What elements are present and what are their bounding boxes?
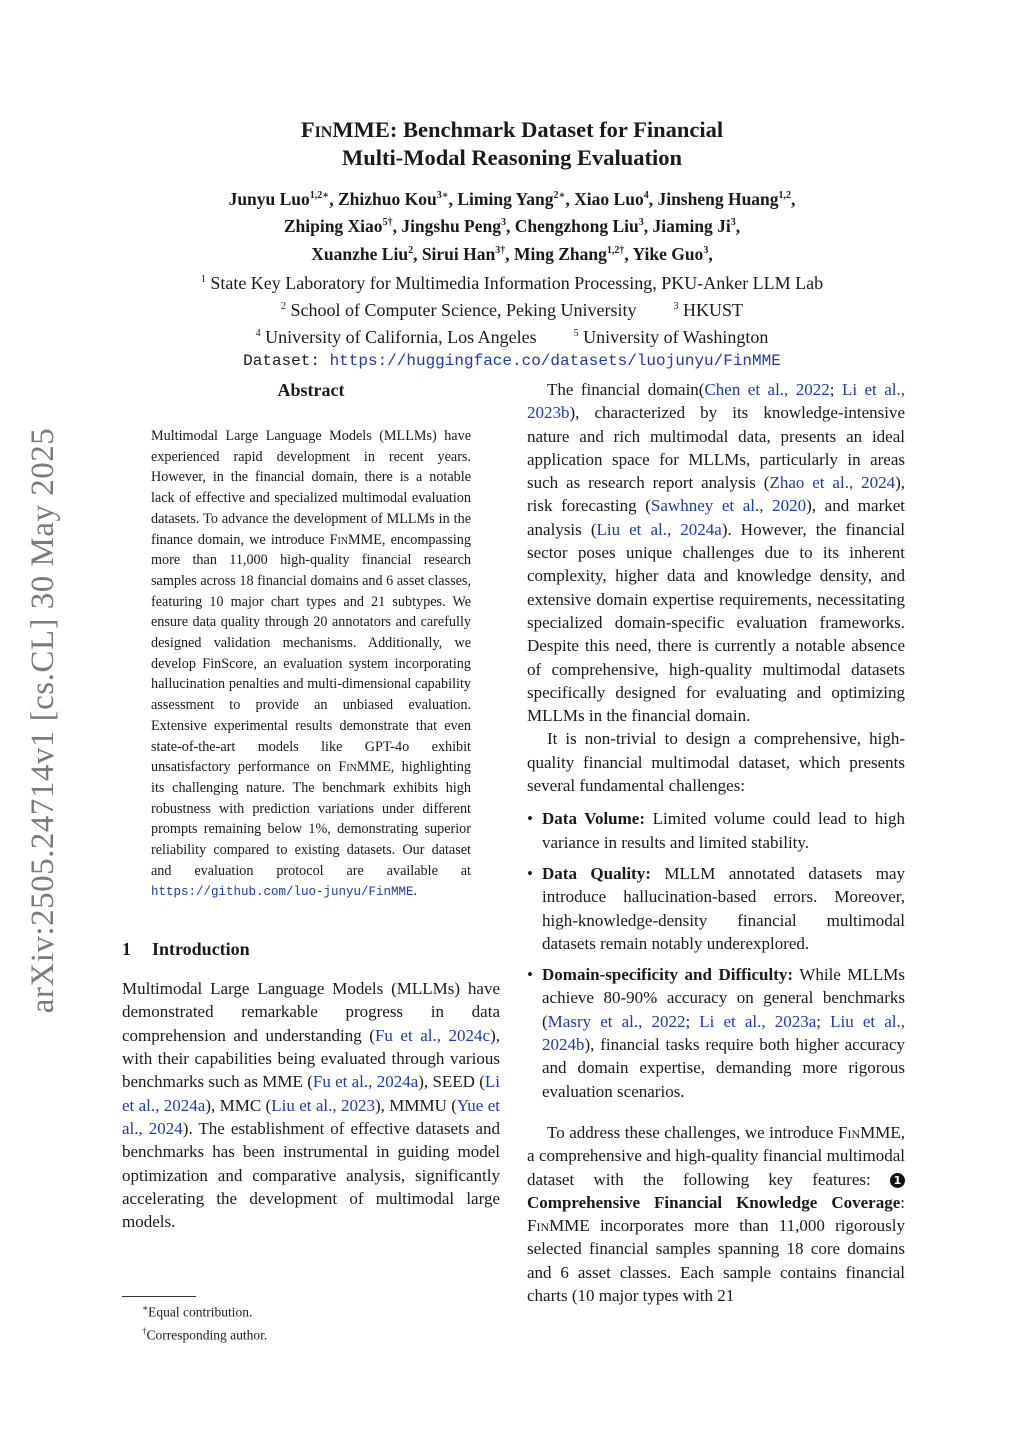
title-dataset-name: FinMME xyxy=(300,117,390,142)
arxiv-id: arXiv:2505.24714v1 [cs.CL] 30 May 2025 xyxy=(25,427,62,1013)
author: Ming Zhang xyxy=(514,243,607,264)
author: Zhiping Xiao xyxy=(283,216,383,237)
list-item-title: Data Volume: xyxy=(542,809,645,829)
author-sup: 3 xyxy=(638,217,644,229)
author: Zhizhuo Kou xyxy=(337,188,437,209)
title-line1: : Benchmark Dataset for Financial xyxy=(389,117,724,142)
abstract-body xyxy=(151,426,471,903)
arxiv-stamp xyxy=(18,420,70,1020)
github-link[interactable]: https://github.com/luo-junyu/FinMME xyxy=(151,885,414,900)
bullet-icon: • xyxy=(527,863,533,883)
section-title: Introduction xyxy=(152,939,250,960)
dataset-name: FinMME xyxy=(527,1216,590,1236)
footnote-divider xyxy=(122,1296,196,1297)
citation-link[interactable]: Liu et al., 2023 xyxy=(271,1095,375,1115)
citation-link[interactable]: Sawhney et al., 2020 xyxy=(650,496,807,516)
author-sup: 3 xyxy=(501,217,506,229)
dataset-label: Dataset: xyxy=(243,351,320,370)
affiliation: State Key Laboratory for Multimedia Information Processing, PKU-Anker LLM Lab xyxy=(210,272,824,293)
body-text: ), characterized by its knowledge-intensive nature and rich multimodal data, presents an ideal application space for MLLMs, particularly in areas such as research report analysis ( xyxy=(527,403,905,493)
dataset-name: FinMME xyxy=(838,1122,901,1142)
list-item xyxy=(527,862,905,955)
abstract-text: , encompassing more than 11,000 high-quality financial research samples across 18 financial domains and 6 asset classes, featuring 10 major chart types and 21 subtypes. We ensure data quality through 20 annotators and carefully designed validation mechanisms. Additionally, we develop FinScore, an evaluation system incorporating hallucination penalties and multi-dimensional capability assessment to provide an unbiased evaluation. Extensive experimental results demonstrate that even state-of-the-art models like GPT-4o exhibit unsatisfactory performance on xyxy=(151,531,471,776)
abstract-heading: Abstract xyxy=(277,380,345,400)
intro-paragraph xyxy=(122,977,500,1233)
bullet-icon: • xyxy=(527,965,533,985)
author-sup: 3 xyxy=(703,244,709,256)
affiliation-line xyxy=(100,322,924,349)
bullet-icon: • xyxy=(527,809,533,829)
body-text: The financial domain( xyxy=(547,380,705,399)
citation-link[interactable]: Liu et al., 2024a xyxy=(596,519,722,539)
citation-link[interactable]: Yue et al., 2024 xyxy=(122,1095,500,1138)
paper-header xyxy=(100,116,924,373)
affiliation-list xyxy=(100,268,924,373)
right-column xyxy=(527,378,905,1307)
left-column xyxy=(122,378,500,1233)
affiliation-sup: 3 xyxy=(673,300,679,312)
list-item-text: ), financial tasks require both higher accuracy and domain expertise, demanding more rigorous evaluation scenarios. xyxy=(542,1035,905,1101)
author-list: Junyu Luo$^{1,2∗}$, Zhizhuo Kou$^{3∗}$, Liming Yang$^{2∗}$, Xiao Luo$^4$, Jinsheng Huang$^{1,2}$, Zhiping Xiao$^{5\dagger}$, Jingshu Peng$^3$, Chengzhong Liu$^3$, Jiaming Ji$^3$, Xuanzhe Liu$^2$, Sirui Han$^{3\dagger}$, Ming Zhang$^{1,2\dagger}$, Yike Guo$^3$, xyxy=(228,188,796,264)
author-sup: 3∗ xyxy=(436,190,449,201)
body-paragraph xyxy=(527,1121,905,1307)
citation-link[interactable]: Li et al., 2024a xyxy=(122,1072,500,1115)
paper-title xyxy=(100,116,924,172)
section-number: 1 xyxy=(122,939,131,960)
list-item-text: ; xyxy=(685,1011,700,1031)
list-item-text: ; xyxy=(816,1011,831,1031)
author-sup: 1,2∗ xyxy=(309,190,330,201)
list-item-text: While MLLMs achieve 80-90% accuracy on general benchmarks ( xyxy=(542,965,905,1031)
author: Chengzhong Liu xyxy=(514,216,639,237)
number-one-circle-icon: 1 xyxy=(890,1173,905,1188)
author: Sirui Han xyxy=(421,243,496,264)
citation-link[interactable]: Fu et al., 2024a xyxy=(312,1072,419,1092)
body-paragraph: It is non-trivial to design a comprehensive, high-quality financial multimodal dataset, which presents several fundamental challenges: xyxy=(527,729,905,796)
citation-link[interactable]: Zhao et al., 2024 xyxy=(769,473,896,493)
footnote-text: Corresponding author. xyxy=(146,1327,268,1342)
author: Junyu Luo xyxy=(228,188,310,209)
author-sup: 1,2† xyxy=(606,244,625,256)
list-item xyxy=(527,807,905,854)
list-item-title: Data Quality: xyxy=(542,863,651,883)
affiliation: School of Computer Science, Peking University xyxy=(290,299,637,320)
affiliation-sup: 2 xyxy=(281,300,287,312)
list-item-text: MLLM annotated datasets may introduce hallucination-based errors. Moreover, high-knowledge-density financial multimodal datasets remain notably underexplored. xyxy=(542,863,905,953)
author: Jinsheng Huang xyxy=(657,188,779,209)
affiliation: University of California, Los Angeles xyxy=(265,326,537,347)
intro-text: ), MMC ( xyxy=(205,1095,272,1115)
list-item xyxy=(527,963,905,1103)
affiliation-sup: 1 xyxy=(200,273,206,285)
author: Xiao Luo xyxy=(574,188,644,209)
author: Liming Yang xyxy=(457,188,554,209)
dataset-line xyxy=(100,349,924,373)
list-item-title: Domain-specificity and Difficulty: xyxy=(542,965,794,985)
author-sup: 3† xyxy=(495,244,506,256)
dataset-name: FinMME xyxy=(338,759,391,776)
author-sup: 2 xyxy=(408,244,414,256)
body-text: incorporates more than 11,000 rigorously selected financial samples spanning 18 core domains and 6 asset classes. Each sample contains financial charts (10 major types with 21 xyxy=(527,1216,905,1305)
dataset-link[interactable]: https://huggingface.co/datasets/luojunyu/FinMME xyxy=(329,351,781,370)
author: Jingshu Peng xyxy=(401,216,501,237)
intro-text: ), with their capabilities being evaluated through various benchmarks such as MME ( xyxy=(122,1025,500,1092)
intro-text: ), MMMU ( xyxy=(374,1095,457,1115)
feature-title: Comprehensive Financial Knowledge Coverage xyxy=(527,1192,901,1212)
author-sup: 3 xyxy=(730,217,736,229)
intro-text: Multimodal Large Language Models (MLLMs) have demonstrated remarkable progress in data comprehension and understanding ( xyxy=(122,979,500,1045)
affiliation-line xyxy=(100,268,924,295)
author: Yike Guo xyxy=(632,243,704,264)
affiliation-sup: 5 xyxy=(573,327,579,339)
citation-link[interactable]: Fu et al., 2024c xyxy=(374,1025,491,1045)
affiliation-sup: 4 xyxy=(255,327,261,339)
intro-text: ), SEED ( xyxy=(418,1072,485,1092)
dataset-name: FinMME xyxy=(329,531,382,548)
author-sup: 2∗ xyxy=(553,190,566,201)
affiliation-line xyxy=(100,295,924,322)
body-text: ), and market analysis ( xyxy=(527,496,906,539)
affiliation: University of Washington xyxy=(583,326,769,347)
body-text: ; xyxy=(829,380,842,399)
abstract-text: Multimodal Large Language Models (MLLMs) have experienced rapid development in recent years. However, in the financial domain, there is a notable lack of effective and specialized multimodal evaluation datasets. To advance the development of MLLMs in the finance domain, we introduce xyxy=(151,428,471,548)
section-heading-introduction xyxy=(122,937,500,961)
body-text: : xyxy=(900,1192,905,1212)
author-sup: 5† xyxy=(382,217,393,229)
author-sup: 4 xyxy=(643,190,649,201)
author: Jiaming Ji xyxy=(652,216,731,237)
intro-text: ). The establishment of effective datasets and benchmarks has been instrumental in guiding model optimization and comparative analysis, significantly accelerating the development of multimodal large models. xyxy=(122,1118,500,1232)
body-text: ). However, the financial sector poses unique challenges due to its inherent complexity, higher data and knowledge density, and extensive domain expertise requirements, necessitating specialized domain-specific evaluation frameworks. Despite this need, there is currently a notable absence of comprehensive, high-quality multimodal datasets specifically designed for evaluating and optimizing MLLMs in the financial domain. xyxy=(527,519,905,726)
footnote-text: Equal contribution. xyxy=(148,1304,253,1320)
footnote-symbol: † xyxy=(142,1325,147,1336)
author: Xuanzhe Liu xyxy=(311,243,409,264)
affiliation: HKUST xyxy=(682,299,743,320)
citation-link[interactable]: Li et al., 2023a xyxy=(699,1011,817,1031)
body-text: , a comprehensive and high-quality financial multimodal dataset with the following key features: xyxy=(527,1122,905,1189)
citation-link[interactable]: Liu et al., 2024b xyxy=(542,1011,905,1055)
footnote xyxy=(122,1299,422,1322)
citation-link[interactable]: Masry et al., 2022 xyxy=(547,1011,686,1031)
body-text: To address these challenges, we introduce xyxy=(547,1122,839,1142)
challenge-list xyxy=(527,807,905,1103)
citation-link[interactable]: Li et al., 2023b xyxy=(527,380,905,423)
author-sup: 1,2 xyxy=(778,190,792,201)
body-text: ), risk forecasting ( xyxy=(527,473,906,516)
footnotes xyxy=(122,1296,422,1344)
footnote xyxy=(122,1322,422,1345)
body-paragraph xyxy=(527,378,905,727)
footnote-symbol: ∗ xyxy=(142,1303,149,1313)
citation-link[interactable]: Chen et al., 2022 xyxy=(704,380,830,399)
abstract-text: , highlighting its challenging nature. The benchmark exhibits high robustness with prediction variations under different prompts remaining below 1%, demonstrating superior reliability compared to existing datasets. Our dataset and evaluation protocol are available at xyxy=(151,759,471,879)
title-line2: Multi-Modal Reasoning Evaluation xyxy=(341,145,683,170)
abstract-end: . xyxy=(413,883,418,900)
list-item-text: Limited volume could lead to high variance in results and limited stability. xyxy=(542,809,905,852)
